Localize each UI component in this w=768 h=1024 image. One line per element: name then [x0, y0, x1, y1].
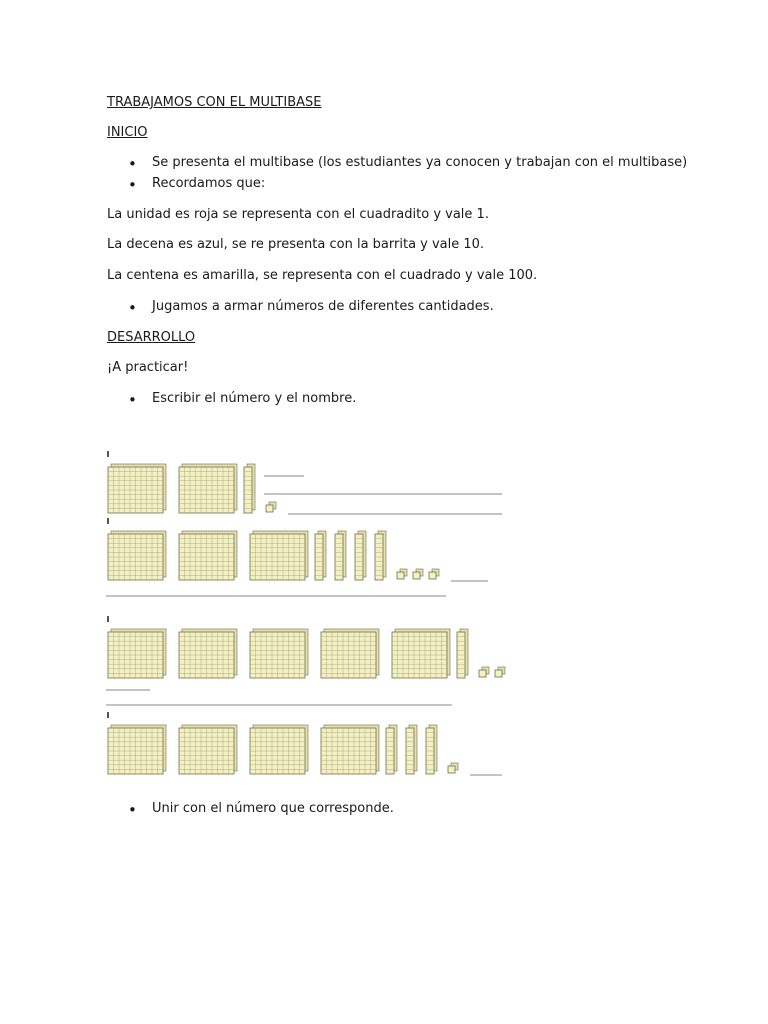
- ten-rod: [457, 629, 468, 678]
- row-marker: [107, 616, 109, 622]
- hundred-block: [108, 531, 166, 580]
- document-title: TRABAJAMOS CON EL MULTIBASE: [107, 95, 322, 110]
- hundred-block: [250, 531, 308, 580]
- unit-cube: [413, 569, 423, 579]
- paragraph-decena: La decena es azul, se re presenta con la barrita y vale 10.: [107, 237, 485, 252]
- bullet-marker: [128, 806, 136, 814]
- hundred-block: [179, 464, 237, 513]
- paragraph-unidad: La unidad es roja se representa con el cuadradito y vale 1.: [107, 207, 489, 222]
- ten-rod: [375, 531, 386, 580]
- multibase-blocks-drawing: [100, 445, 510, 785]
- inicio-heading: INICIO: [107, 125, 148, 140]
- hundred-block: [321, 725, 379, 774]
- bullet-presenta: Se presenta el multibase (los estudiantes ya conocen y trabajan con el multibase): [152, 155, 688, 170]
- unit-cube: [495, 667, 505, 677]
- hundred-block: [108, 464, 166, 513]
- row-marker: [107, 451, 109, 457]
- practicar-text: ¡A practicar!: [107, 360, 189, 375]
- bullet-jugamos: Jugamos a armar números de diferentes cantidades.: [152, 299, 494, 314]
- hundred-block: [250, 629, 308, 678]
- unit-cube: [266, 502, 276, 512]
- hundred-block: [108, 629, 166, 678]
- row-marker: [107, 518, 109, 524]
- unit-cube: [429, 569, 439, 579]
- ten-rod: [386, 725, 397, 774]
- hundred-block: [179, 725, 237, 774]
- ten-rod: [355, 531, 366, 580]
- ten-rod: [406, 725, 417, 774]
- bullet-escribir: Escribir el número y el nombre.: [152, 391, 357, 406]
- bullet-marker: [128, 181, 136, 189]
- bullet-marker: [128, 396, 136, 404]
- unit-cube: [397, 569, 407, 579]
- bullet-marker: [128, 160, 136, 168]
- hundred-block: [392, 629, 450, 678]
- ten-rod: [335, 531, 346, 580]
- hundred-block: [179, 629, 237, 678]
- desarrollo-heading: DESARROLLO: [107, 330, 196, 345]
- row-marker: [107, 712, 109, 718]
- hundred-block: [321, 629, 379, 678]
- multibase-exercises-figure: [100, 445, 510, 785]
- paragraph-centena: La centena es amarilla, se representa con el cuadrado y vale 100.: [107, 268, 538, 283]
- ten-rod: [315, 531, 326, 580]
- hundred-block: [179, 531, 237, 580]
- unit-cube: [448, 763, 458, 773]
- ten-rod: [426, 725, 437, 774]
- bullet-unir: Unir con el número que corresponde.: [152, 801, 394, 816]
- bullet-recordamos: Recordamos que:: [152, 176, 266, 191]
- ten-rod: [244, 464, 255, 513]
- unit-cube: [479, 667, 489, 677]
- hundred-block: [250, 725, 308, 774]
- bullet-marker: [128, 304, 136, 312]
- hundred-block: [108, 725, 166, 774]
